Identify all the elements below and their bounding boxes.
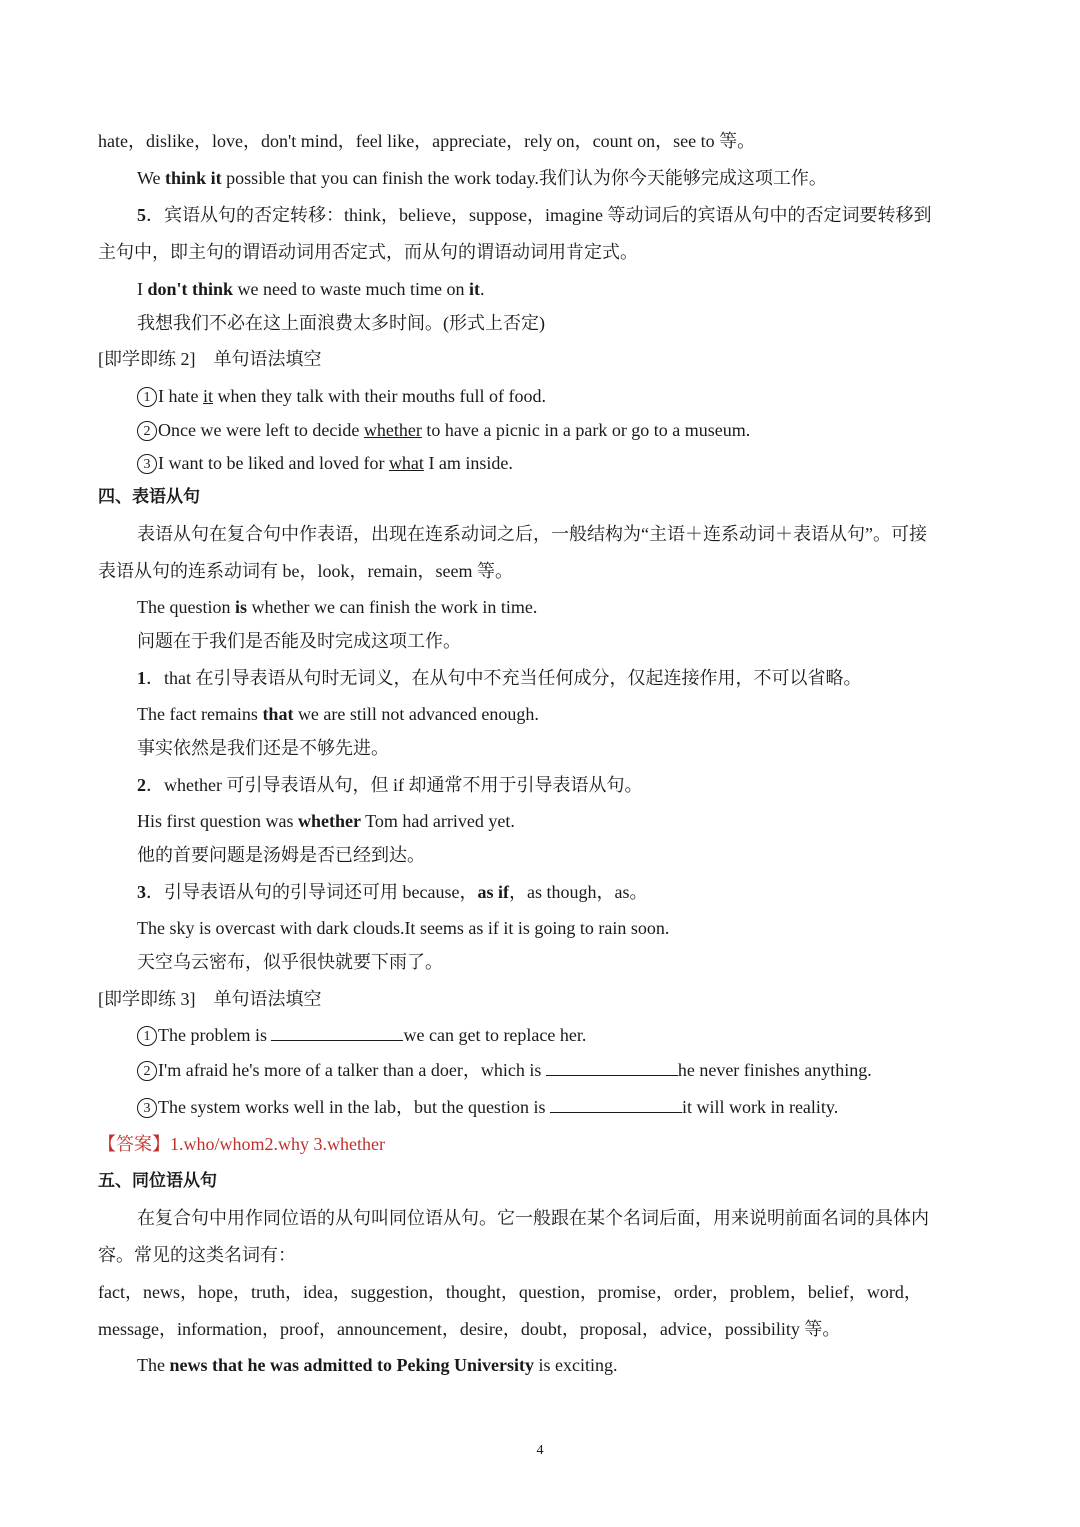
example-translation: 事实依然是我们还是不够先进。 bbox=[137, 738, 389, 758]
section-4-heading: 四、表语从句 bbox=[98, 487, 200, 507]
practice-3-title: [即学即练 3] 单句语法填空 bbox=[98, 989, 322, 1009]
section-4-intro-continued: 表语从句的连系动词有 be，look，remain，seem 等。 bbox=[98, 561, 513, 581]
example-sentence: The sky is overcast with dark clouds.It seems as if it is going to rain soon. bbox=[137, 918, 670, 938]
practice-3-item: 1 The problem is we can get to replace her. bbox=[137, 1022, 586, 1048]
verb-list-line: hate，dislike，love，don't mind，feel like，appreciate，rely on，count on，see to 等。 bbox=[98, 131, 756, 151]
example-sentence: His first question was whether Tom had arrived yet. bbox=[137, 811, 515, 831]
practice-2-item: 1 I hate it when they talk with their mouths full of food. bbox=[137, 383, 546, 409]
practice-2-item: 3 I want to be liked and loved for what I am inside. bbox=[137, 450, 513, 476]
noun-list-line: fact，news，hope，truth，idea，suggestion，thought，question，promise，order，problem，belief，word， bbox=[98, 1282, 922, 1302]
page-number: 4 bbox=[536, 1443, 544, 1458]
example-translation: 问题在于我们是否能及时完成这项工作。 bbox=[137, 631, 461, 651]
practice-3-item: 2 I'm afraid he's more of a talker than a doer，which is he never finishes anything. bbox=[137, 1057, 872, 1083]
example-sentence: I don't think we need to waste much time on it. bbox=[137, 279, 485, 299]
example-translation: 天空乌云密布，似乎很快就要下雨了。 bbox=[137, 952, 443, 972]
rule-2: 2．whether 可引导表语从句，但 if 却通常不用于引导表语从句。 bbox=[137, 775, 643, 795]
section-5-intro: 在复合句中用作同位语的从句叫同位语从句。它一般跟在某个名词后面，用来说明前面名词的具体内 bbox=[137, 1208, 929, 1228]
rule-5: 5．宾语从句的否定转移：think，believe，suppose，imagine 等动词后的宾语从句中的否定词要转移到 bbox=[137, 205, 932, 225]
example-sentence: The fact remains that we are still not advanced enough. bbox=[137, 704, 539, 724]
example-translation: 他的首要问题是汤姆是否已经到达。 bbox=[137, 845, 425, 865]
example-sentence: The news that he was admitted to Peking University is exciting. bbox=[137, 1355, 618, 1375]
section-5-heading: 五、同位语从句 bbox=[98, 1171, 217, 1191]
example-sentence: We think it possible that you can finish the work today.我们认为你今天能够完成这项工作。 bbox=[137, 168, 827, 188]
noun-list-line: message，information，proof，announcement，desire，doubt，proposal，advice，possibility 等。 bbox=[98, 1319, 841, 1339]
practice-2-item: 2 Once we were left to decide whether to have a picnic in a park or go to a museum. bbox=[137, 417, 750, 443]
answer-blank[interactable] bbox=[271, 1022, 403, 1041]
rule-5-continued: 主句中，即主句的谓语动词用否定式，而从句的谓语动词用肯定式。 bbox=[98, 242, 638, 262]
rule-3: 3．引导表语从句的引导词还可用 because，as if，as though，as。 bbox=[137, 882, 648, 902]
practice-3-item: 3 The system works well in the lab，but the question is it will work in reality. bbox=[137, 1094, 838, 1120]
section-5-intro-continued: 容。常见的这类名词有： bbox=[98, 1245, 296, 1265]
rule-1: 1．that 在引导表语从句时无词义，在从句中不充当任何成分，仅起连接作用，不可以省略。 bbox=[137, 668, 862, 688]
example-sentence: The question is whether we can finish the work in time. bbox=[137, 597, 538, 617]
answer-key: 【答案】1.who/whom2.why 3.whether bbox=[98, 1134, 385, 1154]
section-4-intro: 表语从句在复合句中作表语，出现在连系动词之后，一般结构为“主语＋连系动词＋表语从句”。可接 bbox=[137, 524, 927, 544]
example-translation: 我想我们不必在这上面浪费太多时间。(形式上否定) bbox=[137, 313, 545, 333]
answer-blank[interactable] bbox=[546, 1057, 678, 1076]
answer-blank[interactable] bbox=[550, 1094, 682, 1113]
practice-2-title: [即学即练 2] 单句语法填空 bbox=[98, 349, 322, 369]
